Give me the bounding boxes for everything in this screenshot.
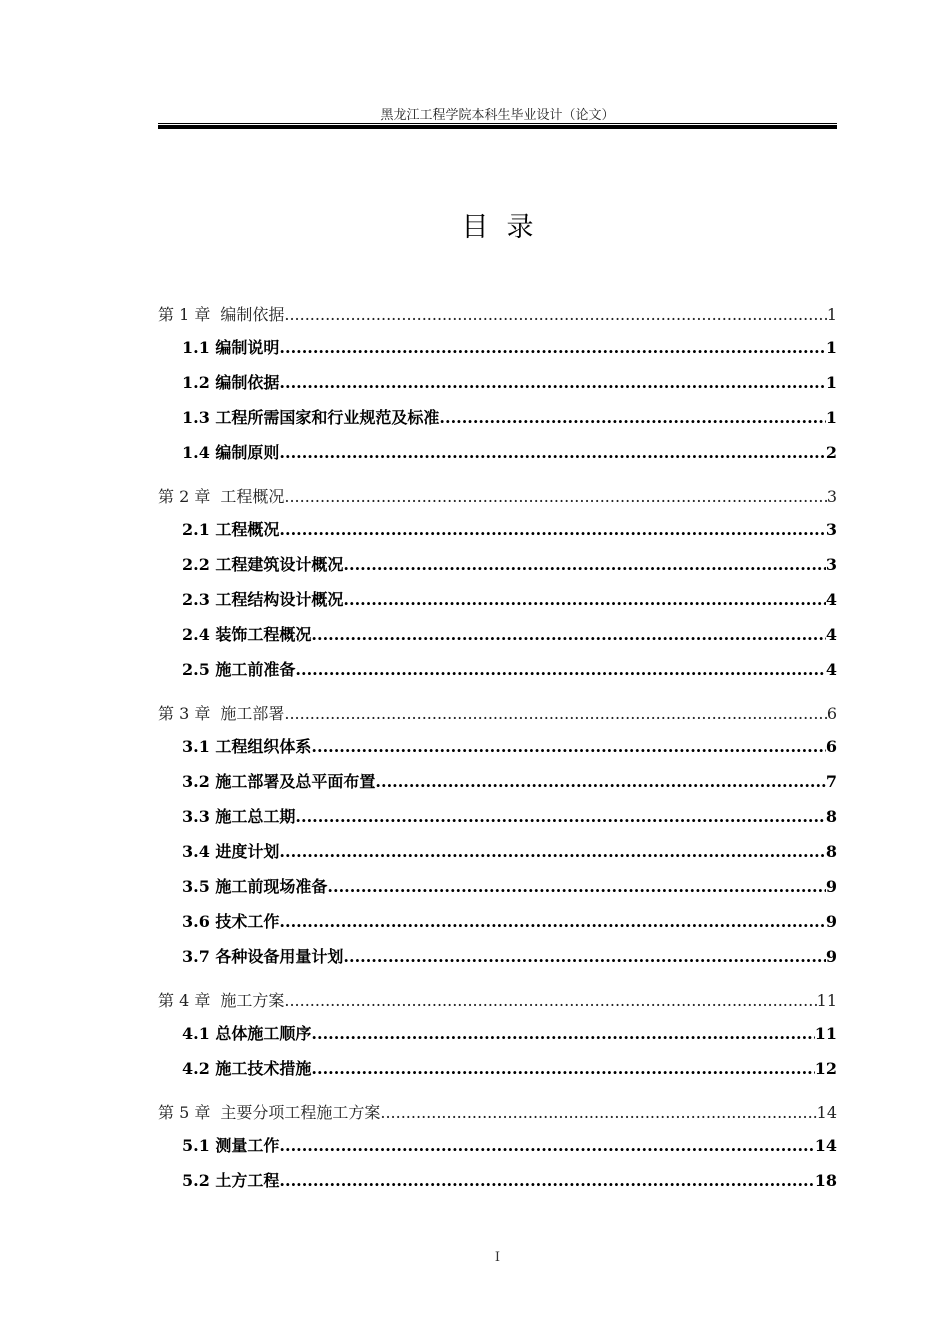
toc-dot-leader [279, 1163, 814, 1198]
toc-page-number: 9 [825, 877, 837, 896]
toc-section-entry[interactable] [158, 729, 837, 764]
toc-dot-leader [284, 300, 826, 330]
toc-section-label: 2.4 装饰工程概况 [182, 625, 312, 644]
toc-page-number: 7 [825, 772, 837, 791]
toc-dot-leader [311, 729, 825, 764]
toc-section-label: 3.1 工程组织体系 [182, 737, 312, 756]
toc-page-number: 4 [825, 660, 837, 679]
toc-title: 目录 [461, 212, 552, 243]
toc-chapter-entry[interactable] [158, 699, 837, 729]
toc-dot-leader [343, 582, 825, 617]
toc-chapter-title: 工程概况 [220, 487, 285, 506]
toc-dot-leader [279, 834, 825, 869]
toc-section-entry[interactable] [158, 834, 837, 869]
toc-section-entry[interactable] [158, 764, 837, 799]
toc-page-number: 1 [825, 373, 837, 392]
toc-chapter-label [158, 699, 284, 729]
toc-page-number: 12 [814, 1059, 837, 1078]
toc-dot-leader [311, 1016, 814, 1051]
toc-page-number: 14 [814, 1136, 837, 1155]
toc-page-number: 3 [825, 555, 837, 574]
toc-section-entry[interactable] [158, 435, 837, 470]
toc-section-entry[interactable] [158, 512, 837, 547]
toc-page-number: 6 [826, 704, 837, 723]
toc-page-number: 18 [814, 1171, 837, 1190]
toc-page-number: 4 [825, 590, 837, 609]
header-rule-thin [158, 123, 837, 124]
toc-dot-leader [380, 1098, 816, 1128]
toc-chapter-entry[interactable] [158, 482, 837, 512]
toc-chapter-title: 主要分项工程施工方案 [220, 1103, 381, 1122]
toc-chapter-number: 第 3 章 [158, 704, 211, 723]
toc-dot-leader [284, 986, 816, 1016]
toc-section-entry[interactable] [158, 330, 837, 365]
toc-dot-leader [279, 904, 825, 939]
toc-page-number: 1 [826, 305, 837, 324]
toc-dot-leader [295, 652, 825, 687]
toc-section-entry[interactable] [158, 365, 837, 400]
toc-section-label: 3.2 施工部署及总平面布置 [182, 772, 376, 791]
toc-section-entry[interactable] [158, 799, 837, 834]
toc-chapter-entry[interactable] [158, 1098, 837, 1128]
toc-chapter-label [158, 482, 284, 512]
toc-dot-leader [295, 799, 825, 834]
toc-section-label: 1.3 工程所需国家和行业规范及标准 [182, 408, 440, 427]
toc-section-entry[interactable] [158, 1128, 837, 1163]
toc-section-entry[interactable] [158, 1016, 837, 1051]
toc-chapter-label [158, 1098, 380, 1128]
toc-page-number: 11 [814, 1024, 837, 1043]
toc-section-entry[interactable] [158, 1163, 837, 1198]
toc-chapter-number: 第 1 章 [158, 305, 211, 324]
toc-chapter-label [158, 300, 284, 330]
toc-dot-leader [279, 1128, 814, 1163]
toc-section-label: 2.2 工程建筑设计概况 [182, 555, 344, 574]
page-number: I [494, 1250, 501, 1265]
toc-dot-leader [327, 869, 825, 904]
toc-page-number: 4 [825, 625, 837, 644]
toc-section-entry[interactable] [158, 400, 837, 435]
toc-dot-leader [375, 764, 825, 799]
toc-section-entry[interactable] [158, 904, 837, 939]
toc-section-label: 2.5 施工前准备 [182, 660, 296, 679]
toc-section-entry[interactable] [158, 869, 837, 904]
toc-section-label: 1.4 编制原则 [182, 443, 280, 462]
toc-dot-leader [279, 365, 825, 400]
toc-section-label: 1.1 编制说明 [182, 338, 280, 357]
toc-dot-leader [311, 617, 825, 652]
toc-dot-leader [284, 482, 826, 512]
toc-section-entry[interactable] [158, 617, 837, 652]
toc-section-label: 4.2 施工技术措施 [182, 1059, 312, 1078]
toc-page-number: 9 [825, 947, 837, 966]
toc-section-label: 3.4 进度计划 [182, 842, 280, 861]
toc-page-number: 9 [825, 912, 837, 931]
toc-chapter-entry[interactable] [158, 300, 837, 330]
toc-chapter-title: 施工部署 [220, 704, 285, 723]
toc-section-entry[interactable] [158, 582, 837, 617]
toc-page-number: 1 [825, 408, 837, 427]
toc-page-number: 3 [826, 487, 837, 506]
toc-section-label: 2.3 工程结构设计概况 [182, 590, 344, 609]
toc-section-entry[interactable] [158, 1051, 837, 1086]
toc-section-label: 3.5 施工前现场准备 [182, 877, 328, 896]
toc-chapter-entry[interactable] [158, 986, 837, 1016]
toc-section-label: 5.1 测量工作 [182, 1136, 280, 1155]
toc-section-label: 4.1 总体施工顺序 [182, 1024, 312, 1043]
toc-section-label: 3.6 技术工作 [182, 912, 280, 931]
toc-page-number: 14 [816, 1103, 837, 1122]
page-header: 黑龙江工程学院本科生毕业设计（论文） [380, 108, 615, 123]
toc-section-entry[interactable] [158, 652, 837, 687]
toc-page-number: 11 [816, 991, 837, 1010]
toc-dot-leader [311, 1051, 814, 1086]
toc-dot-leader [343, 547, 825, 582]
toc-dot-leader [279, 435, 825, 470]
header-rule-thick [158, 125, 837, 129]
toc-section-entry[interactable] [158, 547, 837, 582]
toc-chapter-label [158, 986, 284, 1016]
toc-page-number: 3 [825, 520, 837, 539]
toc-dot-leader [279, 330, 825, 365]
toc-page-number: 8 [825, 842, 837, 861]
table-of-contents [158, 300, 837, 1198]
toc-section-label: 3.3 施工总工期 [182, 807, 296, 826]
toc-chapter-number: 第 5 章 [158, 1103, 211, 1122]
toc-page-number: 6 [825, 737, 837, 756]
toc-dot-leader [284, 699, 826, 729]
toc-dot-leader [343, 939, 825, 974]
toc-page-number: 8 [825, 807, 837, 826]
toc-section-label: 2.1 工程概况 [182, 520, 280, 539]
toc-chapter-title: 编制依据 [220, 305, 285, 324]
toc-chapter-title: 施工方案 [220, 991, 285, 1010]
toc-section-label: 5.2 土方工程 [182, 1171, 280, 1190]
toc-page-number: 1 [825, 338, 837, 357]
toc-chapter-number: 第 4 章 [158, 991, 211, 1010]
toc-dot-leader [439, 400, 825, 435]
toc-page-number: 2 [825, 443, 837, 462]
toc-section-label: 3.7 各种设备用量计划 [182, 947, 344, 966]
toc-dot-leader [279, 512, 825, 547]
toc-section-label: 1.2 编制依据 [182, 373, 280, 392]
toc-section-entry[interactable] [158, 939, 837, 974]
toc-chapter-number: 第 2 章 [158, 487, 211, 506]
